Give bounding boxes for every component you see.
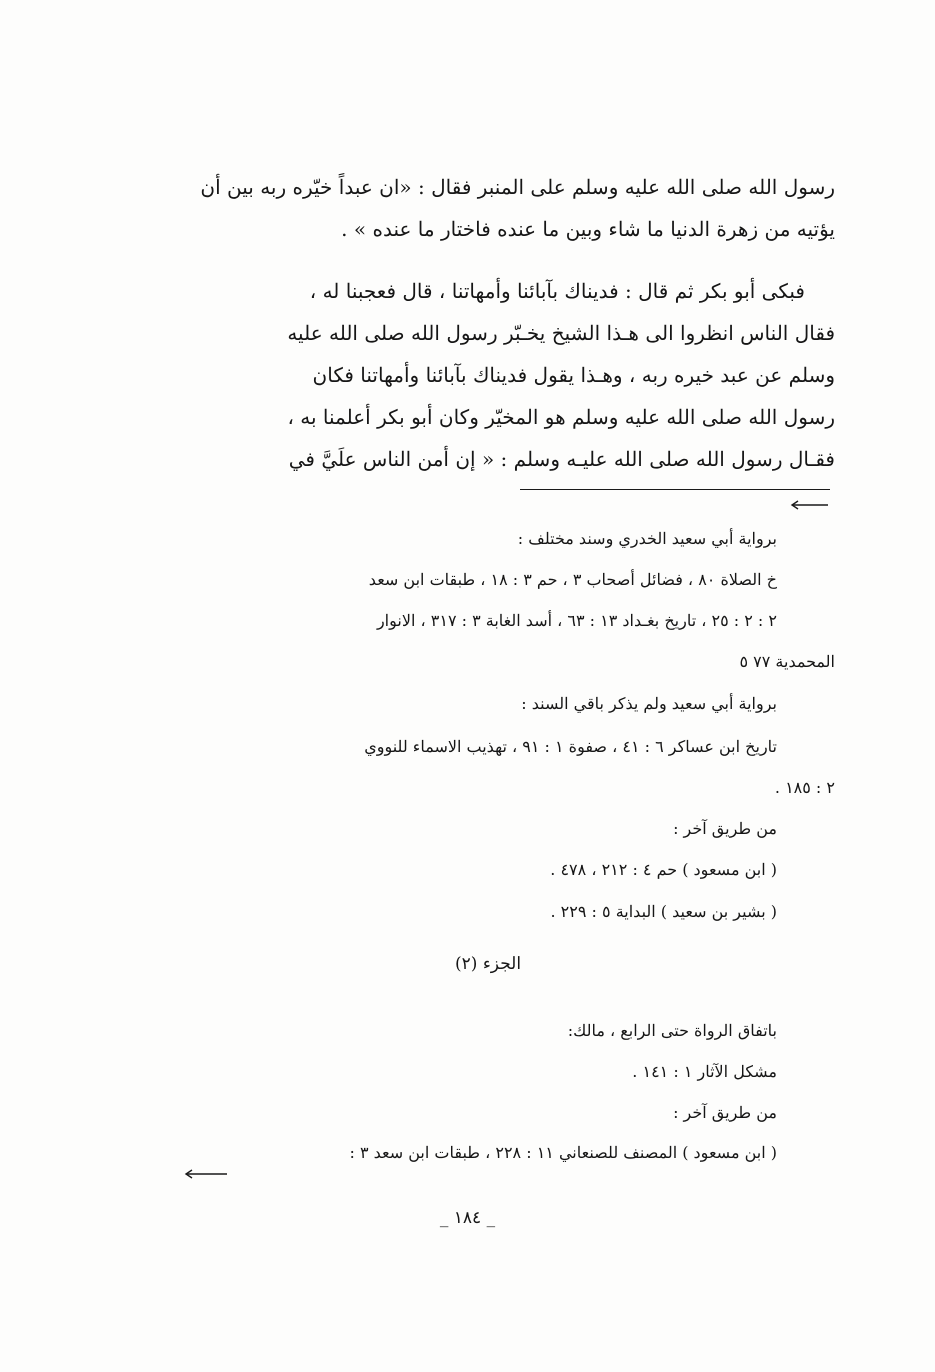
footnote-line: ٢ : ١٨٥ .	[774, 778, 835, 797]
part-label: الجزء (٢)	[455, 954, 522, 974]
footnote-heading: باتفاق الرواة حتى الرابع ، مالك:	[567, 1021, 777, 1040]
footnote-heading: من طريق آخر :	[673, 819, 777, 838]
main-paragraph-1	[185, 166, 835, 250]
text-line: فبكى أبو بكر ثم قال : فديناك بآبائنا وأمهاتنا ، قال فعجبنا له ،	[309, 279, 805, 303]
footnote-line: المحمدية ٧٧ ٥	[739, 652, 835, 671]
left-arrow-icon	[184, 1167, 229, 1181]
footnote-heading: برواية أبي سعيد ولم يذكر باقي السند :	[521, 694, 777, 713]
text-line: يؤتيه من زهرة الدنيا ما شاء وبين ما عنده فاختار ما عنده » .	[341, 217, 835, 241]
footnote-line: خ الصلاة ٨٠ ، فضائل أصحاب ٣ ، حم ٣ : ١٨ ، طبقات ابن سعد	[368, 570, 777, 589]
footnote-heading: من طريق آخر :	[673, 1103, 777, 1122]
footnote-line: ( ابن مسعود ) حم ٤ : ٢١٢ ، ٤٧٨ .	[550, 860, 777, 879]
page-number: _ ١٨٤ _	[439, 1208, 496, 1228]
footnote-line: مشكل الآثار ١ : ١٤١ .	[632, 1062, 777, 1081]
left-arrow-icon	[790, 498, 830, 512]
text-line: فقال الناس انظروا الى هـذا الشيخ يخـبّر رسول الله صلى الله عليه	[287, 321, 835, 345]
text-line: رسول الله صلى الله عليه وسلم هو المخيّر وكان أبو بكر أعلمنا به ،	[287, 405, 835, 429]
footnote-line: ( ابن مسعود ) المصنف للصنعاني ١١ : ٢٢٨ ، طبقات ابن سعد ٣ :	[349, 1143, 777, 1162]
text-line: رسول الله صلى الله عليه وسلم على المنبر فقال : «ان عبداً خيّره ربه بين أن	[200, 175, 835, 199]
footnote-line: تاريخ ابن عساكر ٦ : ٤١ ، صفوة ١ : ٩١ ، تهذيب الاسماء للنووي	[364, 737, 777, 756]
footnote-line: ٢ : ٢ : ٢٥ ، تاريخ بغـداد ١٣ : ٦٣ ، أسد الغابة ٣ : ٣١٧ ، الانوار	[376, 611, 777, 630]
main-paragraph-2	[185, 270, 835, 480]
footnote-separator	[520, 489, 830, 490]
text-line: وسلم عن عبد خيره ربه ، وهـذا يقول فديناك بآبائنا وأمهاتنا فكان	[312, 363, 835, 387]
footnote-heading: برواية أبي سعيد الخدري وسند مختلف :	[517, 529, 777, 548]
text-line: فقـال رسول الله صلى الله عليـه وسلم : « إن أمن الناس علَيَّ في	[288, 447, 835, 471]
footnote-line: ( بشير بن سعيد ) البداية ٥ : ٢٢٩ .	[550, 902, 777, 921]
